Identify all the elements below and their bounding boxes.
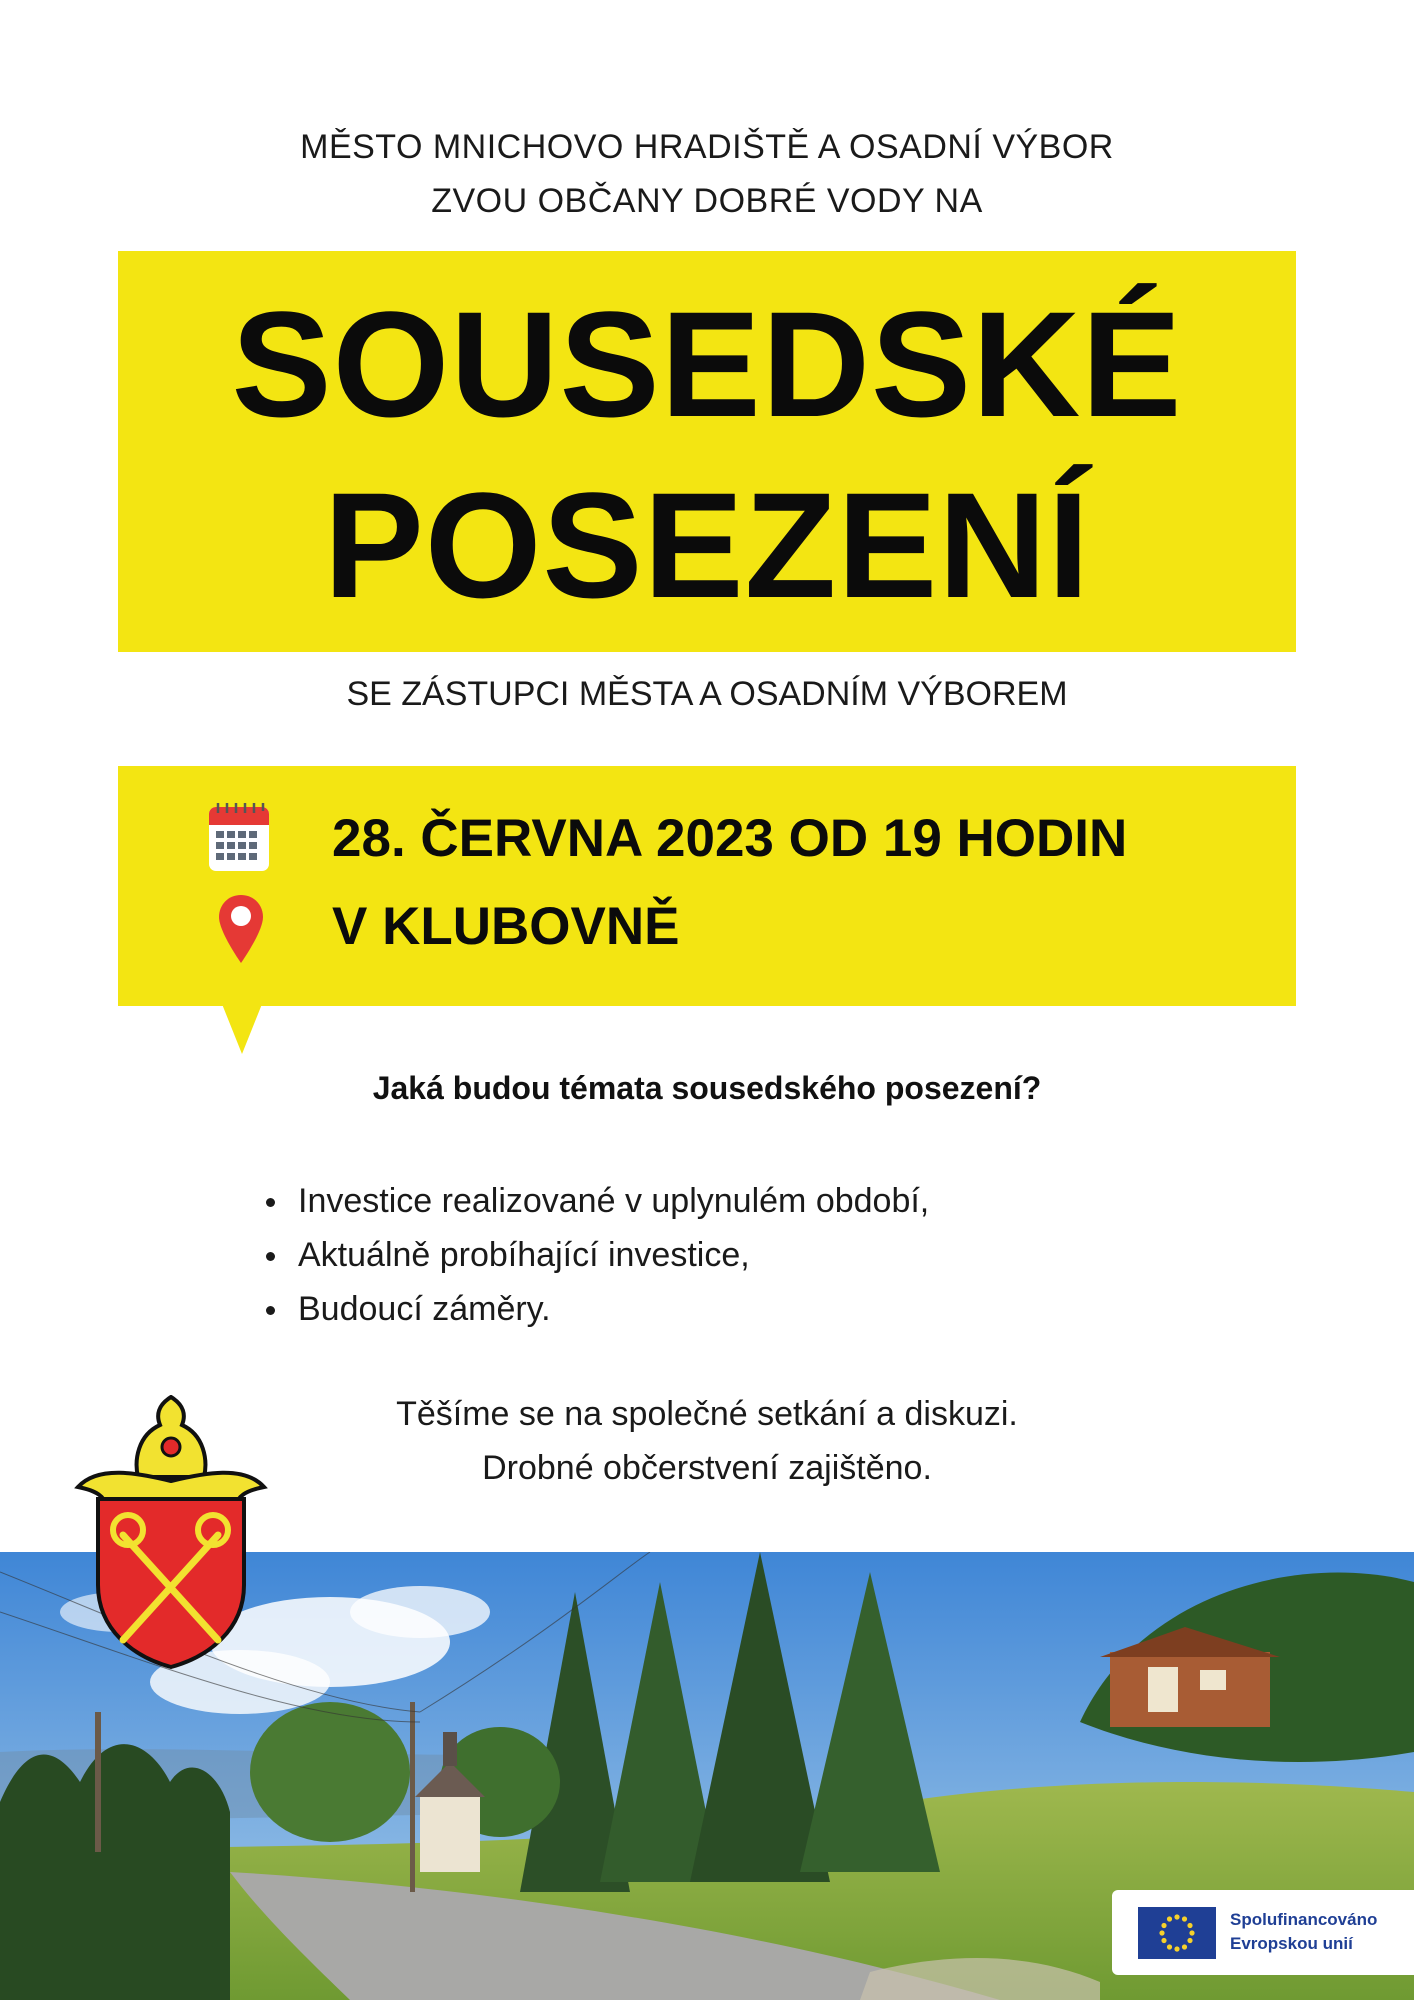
- intro-line-2: ZVOU OBČANY DOBRÉ VODY NA: [431, 182, 983, 220]
- event-date-time: 28. ČERVNA 2023 OD 19 HODIN: [332, 809, 1128, 868]
- coat-of-arms-icon: [68, 1395, 273, 1670]
- closing-line-2: Drobné občerstvení zajištěno.: [482, 1449, 932, 1487]
- topic-list: [266, 1174, 929, 1336]
- eu-cofinancing-badge: [1112, 1890, 1414, 1975]
- title-line-1: SOUSEDSKÉ: [231, 280, 1183, 448]
- title-banner: [118, 251, 1296, 652]
- event-info-box: [118, 766, 1296, 1006]
- intro-line-1: MĚSTO MNICHOVO HRADIŠTĚ A OSADNÍ VÝBOR: [300, 128, 1114, 166]
- closing-line-1: Těšíme se na společné setkání a diskuzi.: [396, 1395, 1018, 1433]
- topics-question: Jaká budou témata sousedského posezení?: [372, 1070, 1042, 1106]
- eu-text-line-1: Spolufinancováno: [1230, 1910, 1378, 1929]
- title-line-2: POSEZENÍ: [323, 461, 1091, 629]
- list-item: Budoucí záměry.: [266, 1282, 929, 1336]
- info-box-pointer: [222, 1004, 262, 1054]
- list-item: Aktuálně probíhající investice,: [266, 1228, 929, 1282]
- subtitle: SE ZÁSTUPCI MĚSTA A OSADNÍM VÝBOREM: [346, 675, 1068, 713]
- event-place: V KLUBOVNĚ: [332, 897, 680, 956]
- eu-text-line-2: Evropskou unií: [1230, 1934, 1353, 1953]
- calendar-icon: [208, 801, 270, 873]
- list-item: Investice realizované v uplynulém období,: [266, 1174, 929, 1228]
- map-pin-icon: [218, 894, 264, 964]
- eu-flag-icon: [1138, 1907, 1216, 1959]
